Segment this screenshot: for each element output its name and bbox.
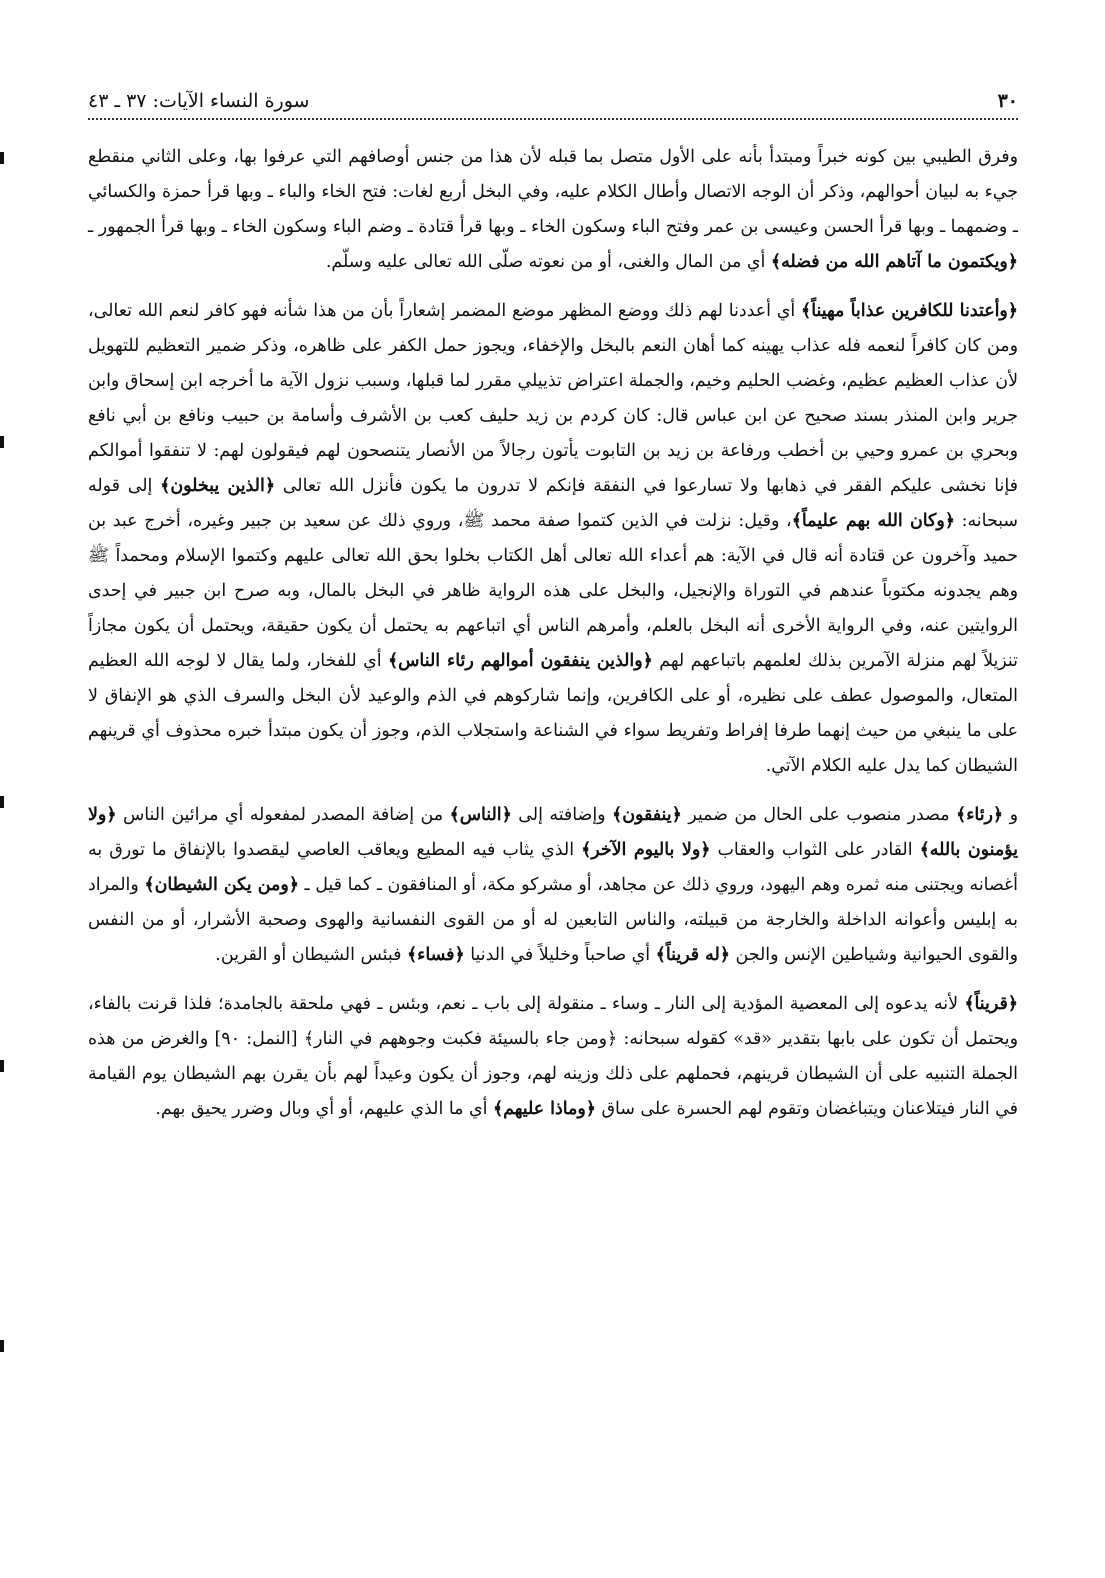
commentary-text: ، وقيل: نزلت في الذين كتموا صفة محمد ﷺ، وروي ذلك عن سعيد بن جبير وغيره، أخرج عبد بن حميد وآخرون عن قتادة أنه قال في الآية: هم أعداء الله تعالى أهل الكتاب بخلوا بحق الله تعالى عليهم وكتموا الإسلام ومحمداً ﷺ وهم يجدونه مكتوباً عندهم في التوراة والإنجيل، والبخل على هذه الرواية ظاهر في البخل بالمال، وبه صرح ابن جبير في إحدى الروايتين عنه، وفي الرواية الأخرى أنه البخل بالعلم، وأمرهم الناس أي اتباعهم به يحتمل أن يكون حقيقة، ويحتمل أن يكون مجازاً تنزيلاً لهم منزلة الآمرين بذلك لعلمهم باتباعهم لهم — [88, 511, 1018, 671]
quran-quote: ﴿فساء﴾ — [406, 945, 465, 965]
quran-quote: ﴿الذين يبخلون﴾ — [160, 476, 276, 496]
running-header — [88, 74, 1018, 120]
commentary-text: القادر على الثواب والعقاب — [710, 840, 920, 860]
commentary-text: وإضافته إلى — [511, 805, 612, 825]
quran-quote: ﴿والذين ينفقون أموالهم رئاء الناس﴾ — [387, 651, 653, 671]
scan-margin-mark — [0, 436, 4, 448]
scan-margin-mark — [0, 1340, 4, 1352]
commentary-text: أي صاحباً وخليلاً في الدنيا — [464, 945, 656, 965]
quran-quote: ﴿وكان الله بهم عليماً﴾ — [791, 511, 955, 531]
commentary-text: أي ما الذي عليهم، أو أي وبال وضرر يحيق بهم. — [155, 1099, 493, 1119]
quran-quote: ﴿الناس﴾ — [449, 805, 512, 825]
commentary-text: أي من المال والغنى، أو من نعوته صلّى الله تعالى عليه وسلّم. — [325, 252, 771, 272]
commentary-text: الذي يثاب فيه المطيع ويعاقب العاصي ليقصدوا بالإنفاق ما تورق به أغصانه ويجتنى منه ثمره وهم اليهود، وروي ذلك عن مجاهد، أو مشركو مكة، أو المنافقون ـ كما قيل ـ — [88, 840, 1018, 895]
quran-quote: ﴿ولا باليوم الآخر﴾ — [581, 840, 711, 860]
commentary-text: والمراد به إبليس وأعوانه الداخلة والخارجة من قبيلته، والناس التابعين له أو من القوى النفسانية والهوى وصحبة الأشرار، أو من النفس والقوى الحيوانية وشياطين الإنس والجن — [88, 875, 1018, 965]
commentary-text: أي للفخار، ولما يقال لا لوجه الله العظيم المتعال، والموصول عطف على نظيره، أو على الكافرين، وإنما شاركوهم في الذم والوعيد لأن البخل والسرف الذي هو الإنفاق لا على ما ينبغي من حيث إنهما طرفا إفراط وتفريط سواء في الشناعة واستجلاب الذم، وجوز أن يكون مبتدأ خبره محذوف أي قرينهم الشيطان كما يدل عليه الكلام الآتي. — [88, 651, 1018, 776]
commentary-paragraph — [88, 294, 1018, 784]
scan-margin-mark — [0, 152, 4, 164]
quran-quote: ﴿قريناً﴾ — [964, 994, 1018, 1014]
commentary-text: لأنه يدعوه إلى المعصية المؤدية إلى النار ـ وساء ـ منقولة إلى باب ـ نعم، وبئس ـ فهي ملحقة بالجامدة؛ فلذا قرنت بالفاء، ويحتمل أن تكون على بابها بتقدير «قد» كقوله سبحانه: ﴿ومن جاء بالسيئة فكبت وجوههم في النار﴾ [النمل: ٩٠] والغرض من هذه الجملة التنبيه على أن الشيطان قرينهم، فحملهم على ذلك وزينه لهم، وجوز أن يكون وعيداً لهم بأن يقرن بهم الشيطان يوم القيامة في النار فيتلاعنان ويتباغضان وتقوم لهم الحسرة على ساق — [88, 994, 1019, 1119]
scan-margin-mark — [0, 1060, 4, 1072]
commentary-text: مصدر منصوب على الحال من ضمير — [681, 805, 957, 825]
quran-quote: ﴿وأعتدنا للكافرين عذاباً مهيناً﴾ — [801, 301, 1018, 321]
commentary-text: فبئس الشيطان أو القرين. — [215, 945, 407, 965]
commentary-text: وفرق الطيبي بين كونه خبراً ومبتدأ بأنه على الأول متصل بما قبله لأن هذا من جنس أوصافهم التي عرفوا بها، وعلى الثاني منقطع جيء به لبيان أحوالهم، وذكر أن الوجه الاتصال وأطال الكلام عليه، وفي البخل أربع لغات: فتح الخاء والباء ـ وبها قرأ حمزة والكسائي ـ وضمهما ـ وبها قرأ الحسن وعيسى بن عمر وفتح الباء وسكون الخاء ـ وبها قرأ قتادة ـ وضم الباء وسكون الخاء ـ وبها قرأ الجمهور ـ — [88, 147, 1018, 237]
book-page — [88, 74, 1018, 1141]
commentary-text: و — [1003, 805, 1018, 825]
commentary-paragraph — [88, 987, 1018, 1127]
quran-quote: ﴿له قريناً﴾ — [655, 945, 730, 965]
commentary-text: إلى قوله سبحانه: — [88, 476, 1018, 531]
surah-title: سورة النساء الآيات: ٣٧ ـ ٤٣ — [88, 90, 310, 112]
commentary-paragraph — [88, 798, 1018, 973]
page-number: ٣٠ — [997, 90, 1018, 112]
commentary-paragraph — [88, 140, 1018, 280]
scan-margin-mark — [0, 796, 4, 808]
commentary-text: من إضافة المصدر لمفعوله أي مرائين الناس — [116, 805, 450, 825]
quran-quote: ﴿ويكتمون ما آتاهم الله من فضله﴾ — [770, 252, 1018, 272]
quran-quote: ﴿ولا يؤمنون بالله﴾ — [88, 805, 1019, 860]
commentary-text: أي أعددنا لهم ذلك ووضع المظهر موضع المضمر إشعاراً بأن من هذا شأنه فهو كافر لنعم الله تعالى، ومن كان كافراً لنعمه فله عذاب يهينه كما أهان النعم بالبخل والإخفاء، ويجوز حمل الكفر على ظاهره، وذكر ضمير التعظيم للتهويل لأن عذاب العظيم عظيم، وغضب الحليم وخيم، والجملة اعتراض تذييلي مقرر لما قبلها، وسبب نزول الآية ما أخرجه ابن إسحاق وابن جرير وابن المنذر بسند صحيح عن ابن عباس قال: كان كردم بن زيد حليف كعب بن الأشرف وأسامة بن حبيب ونافع بن أبي نافع وبحري بن عمرو وحيي بن أخطب ورفاعة بن زيد بن التابوت يأتون رجالاً من الأنصار يتنصحون لهم فيقولون لهم: لا تنفقوا أموالكم فإنا نخشى عليكم الفقر في ذهابها ولا تسارعوا في النفقة فإنكم لا تدرون ما يكون فأنزل الله تعالى — [88, 301, 1018, 496]
quran-quote: ﴿ينفقون﴾ — [612, 805, 682, 825]
commentary-body — [88, 140, 1018, 1127]
quran-quote: ﴿ومن يكن الشيطان﴾ — [144, 875, 299, 895]
quran-quote: ﴿رئاء﴾ — [956, 805, 1004, 825]
quran-quote: ﴿وماذا عليهم﴾ — [492, 1099, 596, 1119]
